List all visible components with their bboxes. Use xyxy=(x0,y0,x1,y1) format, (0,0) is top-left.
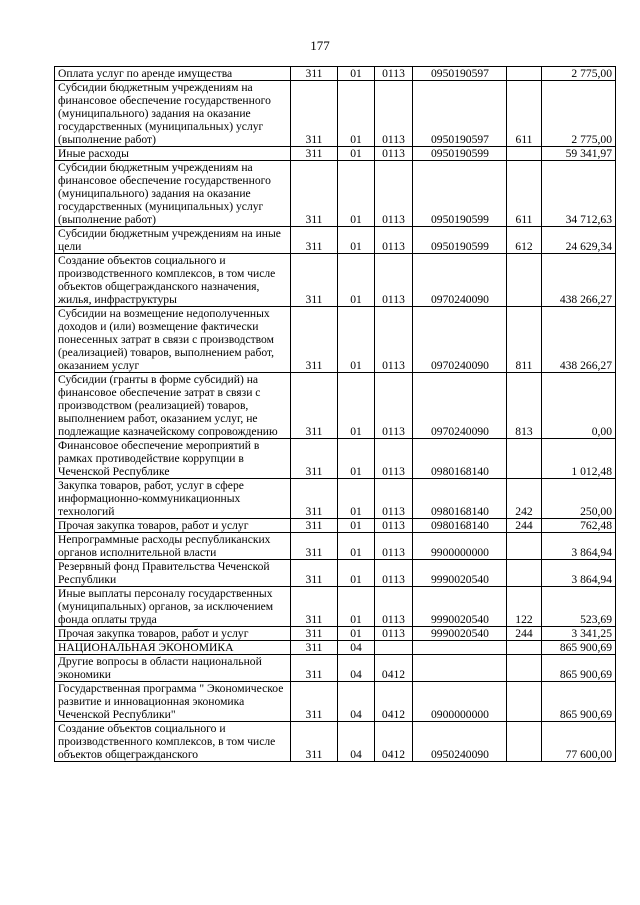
expense-kind-cell: 611 xyxy=(507,81,542,147)
admin-code-cell: 311 xyxy=(291,161,338,227)
section-code-cell: 01 xyxy=(338,373,375,439)
admin-code-cell: 311 xyxy=(291,627,338,641)
budget-table xyxy=(54,66,616,762)
expense-kind-cell xyxy=(507,722,542,762)
section-code-cell: 01 xyxy=(338,439,375,479)
section-code-cell: 01 xyxy=(338,479,375,519)
admin-code-cell: 311 xyxy=(291,682,338,722)
amount-cell: 59 341,97 xyxy=(542,147,616,161)
section-code-cell: 01 xyxy=(338,227,375,254)
target-article-cell xyxy=(413,655,507,682)
table-row xyxy=(55,519,616,533)
target-article-cell: 0970240090 xyxy=(413,373,507,439)
table-row xyxy=(55,533,616,560)
expense-kind-cell: 612 xyxy=(507,227,542,254)
amount-cell: 2 775,00 xyxy=(542,67,616,81)
admin-code-cell: 311 xyxy=(291,655,338,682)
section-code-cell: 01 xyxy=(338,587,375,627)
expense-kind-cell xyxy=(507,254,542,307)
table-row xyxy=(55,161,616,227)
expense-kind-cell: 244 xyxy=(507,627,542,641)
section-code-cell: 01 xyxy=(338,161,375,227)
expense-kind-cell xyxy=(507,439,542,479)
expense-name-cell: Прочая закупка товаров, работ и услуг xyxy=(55,627,291,641)
table-row xyxy=(55,682,616,722)
admin-code-cell: 311 xyxy=(291,307,338,373)
section-code-cell: 04 xyxy=(338,722,375,762)
subsection-code-cell: 0113 xyxy=(375,519,413,533)
amount-cell: 865 900,69 xyxy=(542,641,616,655)
admin-code-cell: 311 xyxy=(291,533,338,560)
admin-code-cell: 311 xyxy=(291,560,338,587)
table-row xyxy=(55,479,616,519)
target-article-cell: 0950190599 xyxy=(413,227,507,254)
expense-name-cell: Субсидии бюджетным учреждениям на финансовое обеспечение государственного (муниципального) задания на оказание государственных (муниципальных) услуг (выполнение работ) xyxy=(55,161,291,227)
expense-kind-cell xyxy=(507,147,542,161)
target-article-cell: 0970240090 xyxy=(413,254,507,307)
expense-name-cell: Непрограммные расходы республиканских органов исполнительной власти xyxy=(55,533,291,560)
table-body xyxy=(55,67,616,762)
admin-code-cell: 311 xyxy=(291,479,338,519)
section-code-cell: 01 xyxy=(338,533,375,560)
admin-code-cell: 311 xyxy=(291,439,338,479)
subsection-code-cell: 0113 xyxy=(375,147,413,161)
expense-name-cell: Субсидии бюджетным учреждениям на иные цели xyxy=(55,227,291,254)
expense-kind-cell: 122 xyxy=(507,587,542,627)
subsection-code-cell: 0113 xyxy=(375,439,413,479)
subsection-code-cell: 0113 xyxy=(375,161,413,227)
expense-name-cell: Государственная программа " Экономическое развитие и инновационная экономика Чеченской Республики" xyxy=(55,682,291,722)
target-article-cell: 9990020540 xyxy=(413,587,507,627)
target-article-cell: 0970240090 xyxy=(413,307,507,373)
subsection-code-cell: 0113 xyxy=(375,533,413,560)
target-article-cell: 0950190599 xyxy=(413,161,507,227)
section-code-cell: 04 xyxy=(338,682,375,722)
expense-kind-cell xyxy=(507,682,542,722)
amount-cell: 3 341,25 xyxy=(542,627,616,641)
section-code-cell: 04 xyxy=(338,655,375,682)
expense-kind-cell: 242 xyxy=(507,479,542,519)
section-code-cell: 01 xyxy=(338,67,375,81)
target-article-cell: 0950190597 xyxy=(413,67,507,81)
amount-cell: 762,48 xyxy=(542,519,616,533)
subsection-code-cell: 0113 xyxy=(375,227,413,254)
table-row xyxy=(55,254,616,307)
admin-code-cell: 311 xyxy=(291,81,338,147)
expense-name-cell: Субсидии (гранты в форме субсидий) на финансовое обеспечение затрат в связи с производством (реализацией) товаров, выполнением работ, оказанием услуг, не подлежащие казначейскому сопровождению xyxy=(55,373,291,439)
target-article-cell: 0980168140 xyxy=(413,479,507,519)
amount-cell: 865 900,69 xyxy=(542,655,616,682)
target-article-cell: 0980168140 xyxy=(413,439,507,479)
amount-cell: 0,00 xyxy=(542,373,616,439)
admin-code-cell: 311 xyxy=(291,373,338,439)
amount-cell: 865 900,69 xyxy=(542,682,616,722)
target-article-cell: 9990020540 xyxy=(413,627,507,641)
subsection-code-cell: 0113 xyxy=(375,67,413,81)
amount-cell: 34 712,63 xyxy=(542,161,616,227)
table-row xyxy=(55,641,616,655)
amount-cell: 1 012,48 xyxy=(542,439,616,479)
target-article-cell: 0980168140 xyxy=(413,519,507,533)
section-code-cell: 04 xyxy=(338,641,375,655)
amount-cell: 250,00 xyxy=(542,479,616,519)
target-article-cell: 0950240090 xyxy=(413,722,507,762)
expense-name-cell: Создание объектов социального и производственного комплексов, в том числе объектов общегражданского назначения, жилья, инфраструктуры xyxy=(55,254,291,307)
expense-name-cell: Создание объектов социального и производственного комплексов, в том числе объектов общегражданского xyxy=(55,722,291,762)
table-row xyxy=(55,307,616,373)
amount-cell: 438 266,27 xyxy=(542,254,616,307)
expense-name-cell: Другие вопросы в области национальной экономики xyxy=(55,655,291,682)
admin-code-cell: 311 xyxy=(291,254,338,307)
table-row xyxy=(55,147,616,161)
expense-kind-cell: 813 xyxy=(507,373,542,439)
subsection-code-cell: 0412 xyxy=(375,722,413,762)
expense-name-cell: Иные расходы xyxy=(55,147,291,161)
expense-kind-cell: 811 xyxy=(507,307,542,373)
amount-cell: 77 600,00 xyxy=(542,722,616,762)
expense-name-cell: Иные выплаты персоналу государственных (муниципальных) органов, за исключением фонда оплаты труда xyxy=(55,587,291,627)
subsection-code-cell: 0412 xyxy=(375,682,413,722)
section-code-cell: 01 xyxy=(338,254,375,307)
table-row xyxy=(55,81,616,147)
expense-name-cell: Резервный фонд Правительства Чеченской Республики xyxy=(55,560,291,587)
expense-name-cell: Субсидии бюджетным учреждениям на финансовое обеспечение государственного (муниципального) задания на оказание государственных (муниципальных) услуг (выполнение работ) xyxy=(55,81,291,147)
subsection-code-cell xyxy=(375,641,413,655)
amount-cell: 24 629,34 xyxy=(542,227,616,254)
target-article-cell: 0950190597 xyxy=(413,81,507,147)
amount-cell: 523,69 xyxy=(542,587,616,627)
target-article-cell: 9990020540 xyxy=(413,560,507,587)
table-row xyxy=(55,439,616,479)
amount-cell: 2 775,00 xyxy=(542,81,616,147)
section-code-cell: 01 xyxy=(338,560,375,587)
expense-kind-cell xyxy=(507,67,542,81)
table-row xyxy=(55,722,616,762)
target-article-cell: 0900000000 xyxy=(413,682,507,722)
expense-name-cell: НАЦИОНАЛЬНАЯ ЭКОНОМИКА xyxy=(55,641,291,655)
admin-code-cell: 311 xyxy=(291,147,338,161)
table-row xyxy=(55,227,616,254)
section-code-cell: 01 xyxy=(338,147,375,161)
table-row xyxy=(55,373,616,439)
target-article-cell: 0950190599 xyxy=(413,147,507,161)
target-article-cell: 9900000000 xyxy=(413,533,507,560)
expense-kind-cell xyxy=(507,655,542,682)
table-row xyxy=(55,627,616,641)
section-code-cell: 01 xyxy=(338,627,375,641)
expense-kind-cell xyxy=(507,533,542,560)
subsection-code-cell: 0113 xyxy=(375,373,413,439)
admin-code-cell: 311 xyxy=(291,587,338,627)
amount-cell: 438 266,27 xyxy=(542,307,616,373)
expense-kind-cell: 244 xyxy=(507,519,542,533)
subsection-code-cell: 0113 xyxy=(375,81,413,147)
section-code-cell: 01 xyxy=(338,519,375,533)
subsection-code-cell: 0113 xyxy=(375,254,413,307)
subsection-code-cell: 0113 xyxy=(375,479,413,519)
amount-cell: 3 864,94 xyxy=(542,533,616,560)
target-article-cell xyxy=(413,641,507,655)
table-row xyxy=(55,655,616,682)
admin-code-cell: 311 xyxy=(291,227,338,254)
subsection-code-cell: 0113 xyxy=(375,627,413,641)
admin-code-cell: 311 xyxy=(291,641,338,655)
table-row xyxy=(55,67,616,81)
admin-code-cell: 311 xyxy=(291,519,338,533)
table-row xyxy=(55,560,616,587)
expense-name-cell: Финансовое обеспечение мероприятий в рамках противодействие коррупции в Чеченской Республике xyxy=(55,439,291,479)
subsection-code-cell: 0113 xyxy=(375,560,413,587)
expense-kind-cell xyxy=(507,560,542,587)
expense-name-cell: Закупка товаров, работ, услуг в сфере информационно-коммуникационных технологий xyxy=(55,479,291,519)
table-row xyxy=(55,587,616,627)
page-number: 177 xyxy=(310,38,330,53)
section-code-cell: 01 xyxy=(338,307,375,373)
admin-code-cell: 311 xyxy=(291,67,338,81)
expense-kind-cell xyxy=(507,641,542,655)
subsection-code-cell: 0113 xyxy=(375,587,413,627)
expense-kind-cell: 611 xyxy=(507,161,542,227)
expense-name-cell: Оплата услуг по аренде имущества xyxy=(55,67,291,81)
subsection-code-cell: 0113 xyxy=(375,307,413,373)
expense-name-cell: Прочая закупка товаров, работ и услуг xyxy=(55,519,291,533)
expense-name-cell: Субсидии на возмещение недополученных доходов и (или) возмещение фактически понесенных затрат в связи с производством (реализацией) товаров, выполнением работ, оказанием услуг xyxy=(55,307,291,373)
section-code-cell: 01 xyxy=(338,81,375,147)
subsection-code-cell: 0412 xyxy=(375,655,413,682)
amount-cell: 3 864,94 xyxy=(542,560,616,587)
admin-code-cell: 311 xyxy=(291,722,338,762)
